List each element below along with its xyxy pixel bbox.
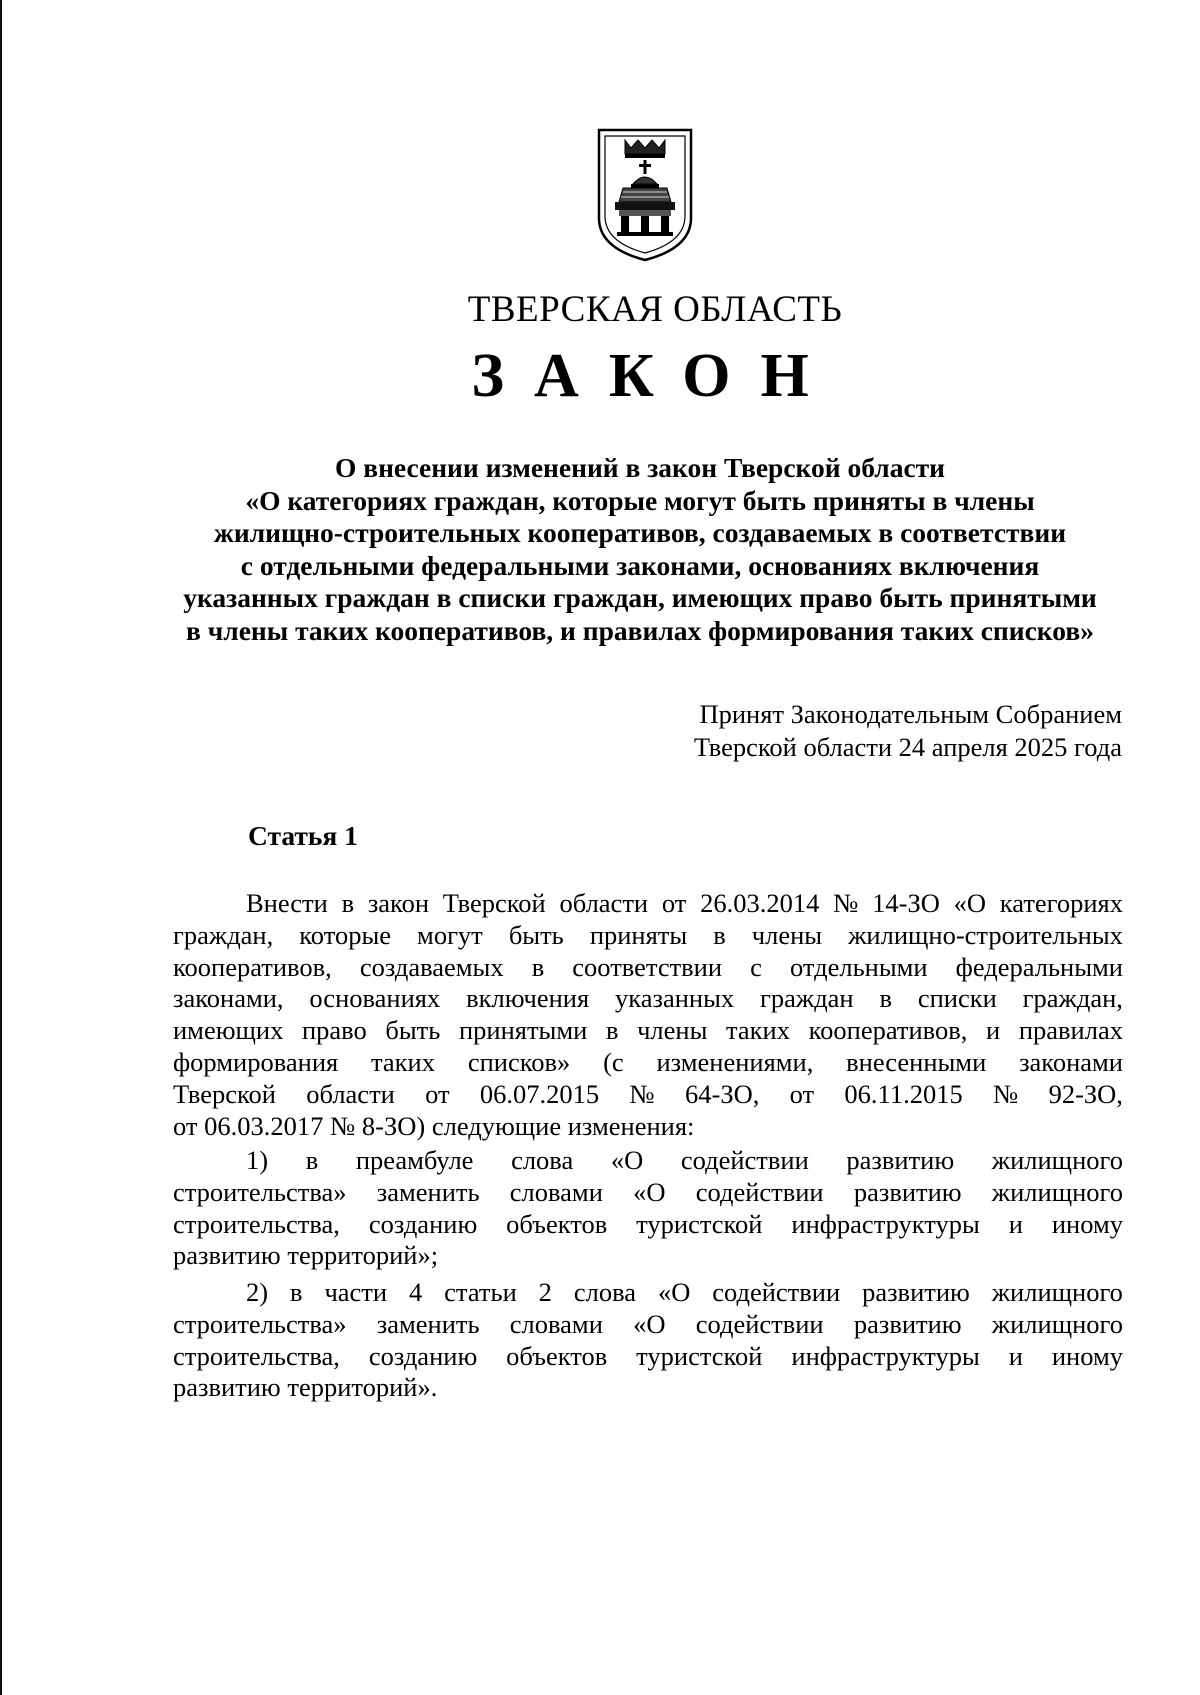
law-title-line: О внесении изменений в закон Тверской области (334, 452, 946, 483)
word: развитию (853, 1176, 962, 1207)
word: создаваемых (359, 951, 504, 982)
word: в (341, 888, 355, 918)
word: категориях (999, 888, 1123, 918)
word: туристской (636, 1340, 763, 1371)
word: в (290, 1277, 303, 1307)
word: жилищного (991, 1176, 1123, 1207)
word: в (531, 951, 545, 982)
word: в (713, 919, 726, 950)
word: члены (751, 919, 823, 950)
word: строительства» (173, 1308, 347, 1339)
word: списков» (467, 1046, 571, 1077)
word: 2) (246, 1277, 269, 1307)
word: № (629, 1078, 655, 1109)
text-line (173, 1015, 1123, 1047)
text-line (173, 983, 1123, 1015)
adoption-note-line: Тверской области 24 апреля 2025 года (693, 732, 1122, 762)
article-heading: Статья 1 (248, 820, 358, 851)
word: члены (637, 1015, 708, 1046)
word: кооперативов, (808, 1015, 968, 1046)
amendment-item-2 (173, 1277, 1123, 1404)
word: приняты (589, 919, 688, 950)
word: могут (417, 919, 483, 950)
amendment-item-1 (173, 1145, 1123, 1272)
law-title-line: в члены таких кооперативов, и правилах формирования таких списков» (186, 614, 1094, 646)
word: развитию (862, 1277, 970, 1307)
word: в (879, 983, 892, 1014)
word: и (1008, 1208, 1023, 1239)
text-line (173, 1309, 1123, 1341)
law-title-line: с отдельными федеральными законами, основаниях включения (240, 549, 1040, 581)
word: преамбуле (355, 1145, 474, 1175)
adoption-note (694, 698, 1122, 764)
word: 4 (408, 1277, 423, 1307)
word: граждан, (173, 919, 274, 950)
word: (с (603, 1046, 624, 1077)
word: таких (371, 1046, 435, 1077)
word: 06.07.2015 (479, 1078, 600, 1109)
word: жилищно-строительных (848, 919, 1123, 950)
word: содействии (680, 1145, 809, 1175)
word: формирования (173, 1046, 339, 1077)
coat-of-arms-icon (595, 126, 695, 264)
word: от (789, 1078, 815, 1109)
text-line (173, 888, 1123, 920)
word: внесенными (846, 1046, 987, 1077)
word: развитию (846, 1145, 955, 1175)
word: инфраструктуры (791, 1340, 980, 1371)
text-line (173, 1047, 1123, 1079)
word: жилищного (991, 1145, 1123, 1175)
word: области (559, 888, 649, 918)
word: № (833, 888, 859, 918)
word: законами, (173, 983, 284, 1014)
word: 64-ЗО, (685, 1078, 760, 1109)
word: которые (299, 919, 392, 950)
word: словами (509, 1308, 603, 1339)
text-line (173, 1341, 1123, 1373)
law-title-line: указанных граждан в списки граждан, имеющих право быть принятыми (183, 582, 1097, 613)
word: объектов (506, 1208, 608, 1239)
word: № (992, 1078, 1019, 1109)
word: имеющих (173, 1015, 284, 1046)
word: от 06.03.2017 № 8-ЗО) следующие изменения: (173, 1110, 695, 1141)
text-line (173, 1111, 1123, 1143)
word: и (1008, 1340, 1023, 1371)
word: содействии (712, 1277, 841, 1307)
word: отдельными (789, 951, 928, 982)
word: 06.11.2015 (844, 1078, 963, 1109)
word: граждан (760, 983, 854, 1014)
word: принятыми (458, 1015, 588, 1046)
word: строительства, (173, 1208, 340, 1239)
word: развитию (853, 1308, 962, 1339)
word: основаниях (309, 983, 441, 1014)
text-line (173, 920, 1123, 952)
word: строительства» (173, 1176, 347, 1207)
text-line (173, 1145, 1123, 1177)
article-intro-paragraph (173, 888, 1123, 1142)
word: кооперативов, (173, 951, 332, 982)
word: «О (657, 1277, 691, 1307)
word: развитию территорий»; (173, 1240, 439, 1271)
word: в (605, 1015, 619, 1046)
word: развитию территорий». (173, 1372, 438, 1403)
word: федеральными (955, 951, 1123, 982)
word: созданию (368, 1208, 478, 1239)
word: слова (511, 1145, 574, 1175)
word: содействии (695, 1308, 824, 1339)
adoption-note-line: Принят Законодательным Собранием (699, 699, 1122, 729)
word: части (324, 1277, 388, 1307)
word: Тверской (442, 888, 546, 918)
region-title: ТВЕРСКАЯ ОБЛАСТЬ (467, 289, 843, 330)
word: законами (1019, 1046, 1123, 1077)
word: «О (610, 1145, 644, 1175)
word: таких (726, 1015, 790, 1046)
word: строительства, (173, 1340, 340, 1371)
word: объектов (506, 1340, 608, 1371)
word: «О (633, 1176, 666, 1207)
word: в (305, 1145, 319, 1175)
word: соответствии (572, 951, 723, 982)
word: от (661, 888, 687, 918)
word: закон (367, 888, 430, 918)
law-title (160, 452, 1120, 647)
word: право (301, 1015, 367, 1046)
word: быть (508, 919, 564, 950)
text-line (173, 1372, 1123, 1404)
word: и (986, 1015, 1001, 1046)
law-title-line: жилищно-строительных кооперативов, создаваемых в соответствии (213, 517, 1067, 548)
word: «О (633, 1308, 666, 1339)
word: области (306, 1078, 395, 1109)
word: заменить (376, 1308, 480, 1339)
word: указанных (615, 983, 735, 1014)
law-title-line: «О категориях граждан, которые могут быть приняты в члены (245, 484, 1035, 516)
word: от (425, 1078, 450, 1109)
word: 92-ЗО, (1048, 1078, 1123, 1109)
word: правилах (1018, 1015, 1123, 1046)
word: слова (573, 1277, 637, 1307)
word: быть (385, 1015, 441, 1046)
scan-edge-line (0, 0, 2, 1695)
word: жилищного (991, 1277, 1123, 1307)
word: иному (1051, 1340, 1123, 1371)
word: 14-ЗО (872, 888, 940, 918)
word: жилищного (991, 1308, 1123, 1339)
word: инфраструктуры (791, 1208, 980, 1239)
word: «О (953, 888, 987, 918)
word: граждан, (1022, 983, 1123, 1014)
word: изменениями, (656, 1046, 814, 1077)
word: статьи (444, 1277, 517, 1307)
text-line (173, 1177, 1123, 1209)
word: Тверской (173, 1078, 276, 1109)
word: словами (509, 1176, 603, 1207)
word: 1) (246, 1145, 269, 1175)
word: 26.03.2014 (700, 888, 820, 918)
word: включения (466, 983, 590, 1014)
text-line (173, 1240, 1123, 1272)
word: списки (917, 983, 997, 1014)
text-line (173, 1277, 1123, 1309)
text-line (173, 1209, 1123, 1241)
word: с (750, 951, 762, 982)
word: 2 (538, 1277, 552, 1307)
word: содействии (695, 1176, 824, 1207)
word: туристской (636, 1208, 763, 1239)
text-line (173, 1079, 1123, 1111)
document-type-heading: ЗАКОН (471, 342, 839, 410)
word: заменить (376, 1176, 480, 1207)
word: иному (1051, 1208, 1123, 1239)
word: Внести (246, 888, 328, 918)
word: созданию (368, 1340, 478, 1371)
text-line (173, 952, 1123, 984)
